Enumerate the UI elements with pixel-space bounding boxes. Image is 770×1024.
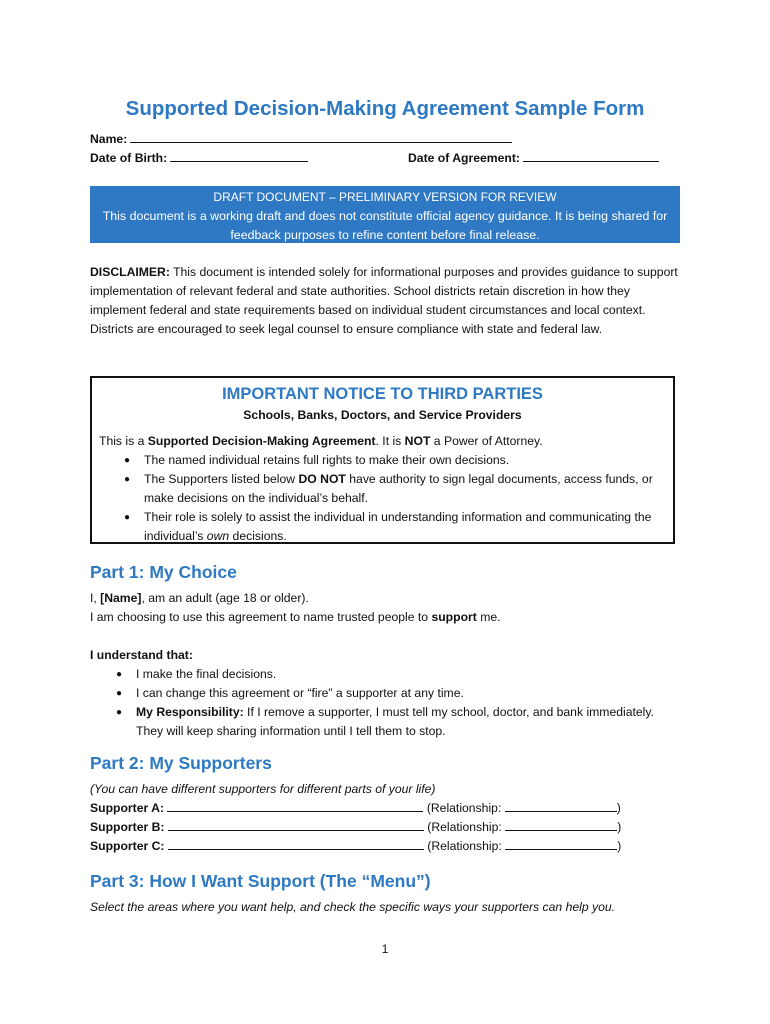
part2-heading: Part 2: My Supporters <box>90 753 272 773</box>
notice-bullet-text: The named individual retains full rights to make their own decisions. <box>144 453 510 467</box>
notice-intro-text: This is a <box>99 434 148 448</box>
draft-notice-body: This document is a working draft and does not constitute official agency guidance. It is being shared for feedback purposes to refine content before final release. <box>102 209 668 242</box>
part1-name-placeholder: [Name] <box>100 591 142 605</box>
part2-note: (You can have different supporters for different parts of your life) <box>90 782 436 796</box>
supporter-c-blank[interactable] <box>168 837 424 850</box>
relationship-a-blank[interactable] <box>505 799 617 812</box>
bullet-icon: ● <box>123 474 131 485</box>
supporter-label: Supporter A: <box>90 801 165 815</box>
notice-bullet-bold: DO NOT <box>298 472 346 486</box>
understand-label: I understand that: <box>90 648 193 662</box>
notice-intro-bold-agreement: Supported Decision-Making Agreement <box>147 434 376 448</box>
notice-bullet-text: decisions. <box>229 529 287 543</box>
list-item <box>115 684 656 703</box>
bullet-icon: ● <box>115 669 123 680</box>
part1-bold-support: support <box>431 610 477 624</box>
draft-notice-heading: DRAFT DOCUMENT – PRELIMINARY VERSION FOR REVIEW <box>213 190 557 204</box>
relationship-close: ) <box>617 820 622 834</box>
understand-bullet-text: If I remove a supporter, I must tell my school, doctor, and bank immediately. They will keep sharing information until I tell them to stop. <box>136 705 654 738</box>
list-item <box>115 703 656 741</box>
notice-intro-bold-not: NOT <box>404 434 431 448</box>
bullet-icon: ● <box>123 455 131 466</box>
agreement-date-label: Date of Agreement: <box>408 151 520 165</box>
notice-subtitle: Schools, Banks, Doctors, and Service Providers <box>243 408 522 422</box>
bullet-icon: ● <box>115 688 123 699</box>
dob-label: Date of Birth: <box>90 151 168 165</box>
relationship-label: (Relationship: <box>426 801 502 815</box>
list-item <box>115 665 656 684</box>
notice-intro-text-3: a Power of Attorney. <box>430 434 543 448</box>
relationship-c-blank[interactable] <box>505 837 617 850</box>
notice-intro-text-2: . It is <box>375 434 405 448</box>
relationship-close: ) <box>616 801 621 815</box>
part1-text: I am choosing to use this agreement to name trusted people to <box>90 610 432 624</box>
notice-bullet-text: The Supporters listed below <box>144 472 299 486</box>
disclaimer-text: This document is intended solely for informational purposes and provides guidance to support implementation of relevant federal and state authorities. School districts retain discretion in how they implement federal and state requirements based on individual student circumstances and local context. Districts are encouraged to seek legal counsel to ensure compliance with state and federal law. <box>90 265 678 336</box>
dob-field <box>90 149 308 168</box>
draft-notice-banner <box>90 186 680 243</box>
list-item <box>123 508 664 546</box>
relationship-label: (Relationship: <box>427 839 502 853</box>
notice-bullet-italic: own <box>206 529 230 543</box>
part3-instructions: Select the areas where you want help, and check the specific ways your supporters can help you. <box>90 900 616 914</box>
bullet-icon: ● <box>115 707 123 718</box>
supporter-b-row <box>90 818 621 837</box>
relationship-label: (Relationship: <box>427 820 502 834</box>
understand-bullet-text: I can change this agreement or “fire” a supporter at any time. <box>136 686 464 700</box>
dob-blank[interactable] <box>170 149 308 162</box>
bullet-icon: ● <box>123 512 131 523</box>
list-item <box>123 470 664 508</box>
understand-bullet-list <box>115 665 656 741</box>
notice-title: IMPORTANT NOTICE TO THIRD PARTIES <box>222 385 543 403</box>
page-number: 1 <box>381 942 389 956</box>
notice-bullet-text: Their role is solely to assist the individual in understanding information and communicating the individual’s <box>144 510 652 543</box>
disclaimer-label: DISCLAIMER: <box>90 265 170 279</box>
part1-text: me. <box>476 610 501 624</box>
part1-text: I, <box>90 591 101 605</box>
name-blank[interactable] <box>130 130 512 143</box>
name-field <box>90 130 512 149</box>
part1-line-2 <box>90 608 685 627</box>
supporter-label: Supporter C: <box>90 839 165 853</box>
name-label: Name: <box>90 132 128 146</box>
agreement-date-blank[interactable] <box>523 149 659 162</box>
list-item <box>123 451 664 470</box>
part1-text: , am an adult (age 18 or older). <box>141 591 309 605</box>
supporter-a-blank[interactable] <box>167 799 423 812</box>
understand-bullet-text: I make the final decisions. <box>136 667 277 681</box>
disclaimer-paragraph <box>90 263 685 339</box>
third-party-notice-box <box>90 376 675 544</box>
notice-bullet-text: have authority to sign legal documents, access funds, or make decisions on the individual’s behalf. <box>144 472 653 505</box>
supporter-c-row <box>90 837 621 856</box>
relationship-close: ) <box>617 839 622 853</box>
part1-line-1 <box>90 589 685 608</box>
notice-intro <box>99 432 543 451</box>
notice-bullet-list <box>123 451 664 546</box>
part1-heading: Part 1: My Choice <box>90 562 237 582</box>
agreement-date-field <box>408 149 659 168</box>
supporter-a-row <box>90 799 621 818</box>
supporter-b-blank[interactable] <box>168 818 424 831</box>
responsibility-label: My Responsibility: <box>136 705 244 719</box>
document-title: Supported Decision-Making Agreement Sample Form <box>125 97 645 120</box>
relationship-b-blank[interactable] <box>505 818 617 831</box>
part3-heading: Part 3: How I Want Support (The “Menu”) <box>90 871 431 891</box>
supporter-label: Supporter B: <box>90 820 165 834</box>
